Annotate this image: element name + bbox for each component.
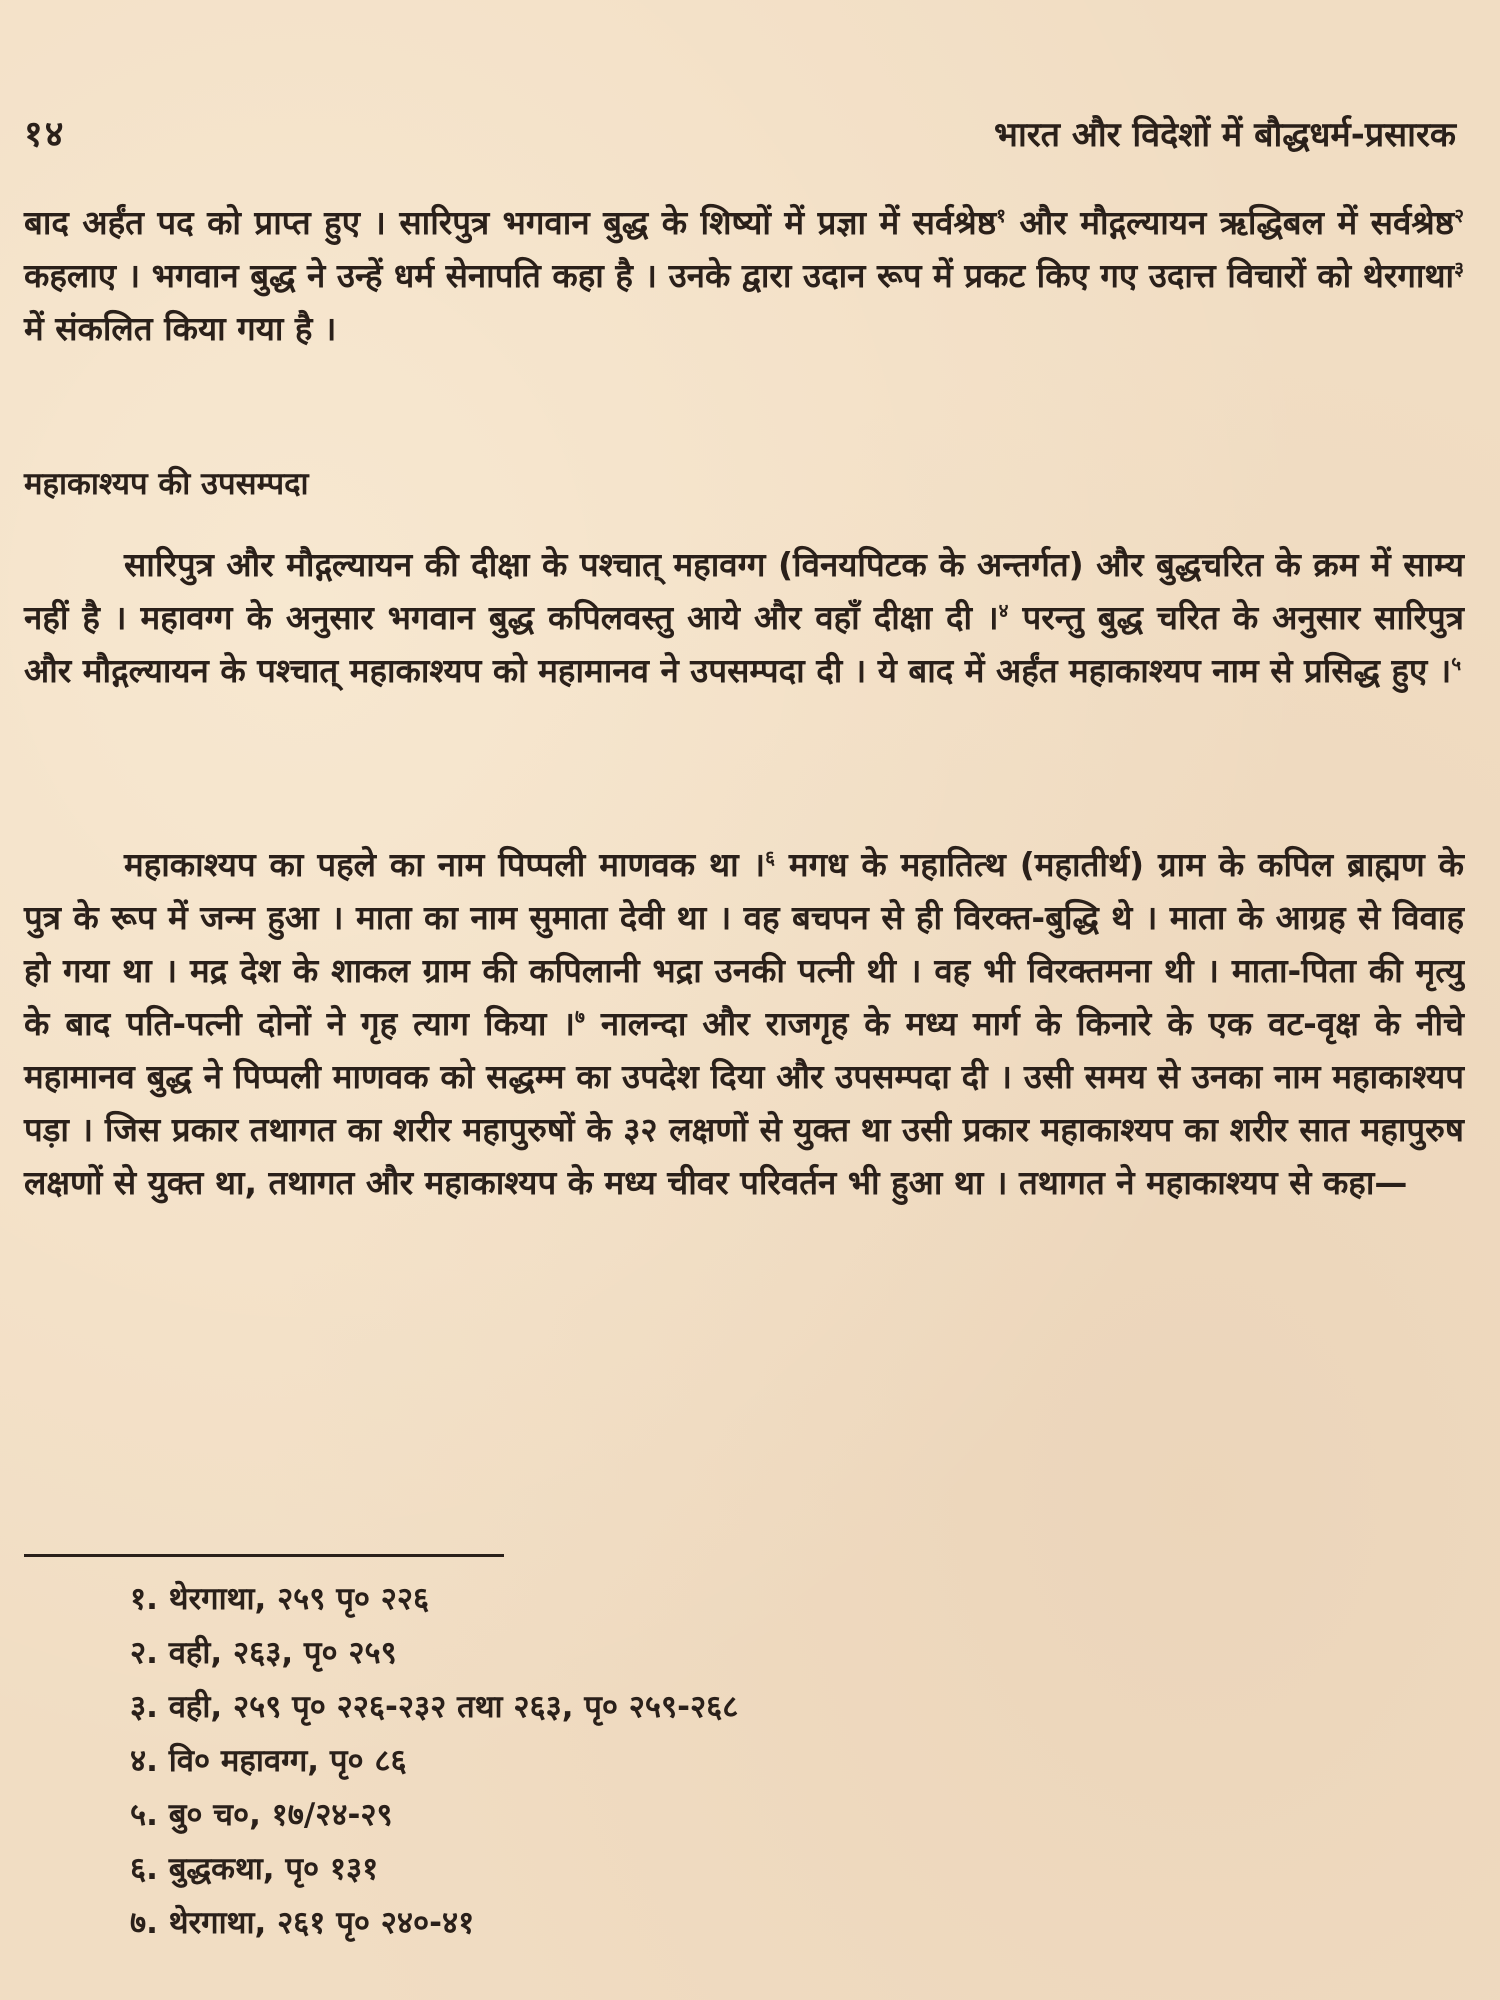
paragraph-1-text-b: और मौद्गल्यायन ऋद्धिबल में सर्वश्रेष्ठ: [1006, 203, 1455, 242]
footnote-ref-7: ७: [574, 1006, 585, 1028]
page-header: [24, 108, 1464, 160]
paragraph-3-text-c: नालन्दा और राजगृह के मध्य मार्ग के किनारे के एक वट-वृक्ष के नीचे महामानव बुद्ध ने पिप्पली माणवक को सद्धम्म का उपदेश दिया और उपसम्पदा दी । उसी समय से उनका नाम महाकाश्यप पड़ा । जिस प्रकार तथागत का शरीर महापुरुषों के ३२ लक्षणों से युक्त था उसी प्रकार महाकाश्यप का शरीर सात महापुरुष लक्षणों से युक्त था, तथागत और महाकाश्यप के मध्य चीवर परिवर्तन भी हुआ था । तथागत ने महाकाश्यप से कहा—: [24, 1004, 1464, 1202]
footnote-ref-2: २: [1454, 205, 1465, 227]
paragraph-3-text-a: महाकाश्यप का पहले का नाम पिप्पली माणवक था ।: [124, 845, 766, 884]
footnote-ref-3: ३: [1454, 258, 1464, 280]
running-title: भारत और विदेशों में बौद्धधर्म-प्रसारक: [994, 115, 1456, 155]
paragraph-1: [24, 196, 1464, 355]
footnote-item: ७. थेरगाथा, २६१ पृ० २४०-४१: [130, 1905, 475, 1941]
footnote-ref-6: ६: [765, 847, 775, 869]
footnote-item: १. थेरगाथा, २५९ पृ० २२६: [130, 1581, 430, 1617]
paragraph-1-text-c: कहलाए । भगवान बुद्ध ने उन्हें धर्म सेनापति कहा है । उनके द्वारा उदान रूप में प्रकट किए गए उदात्त विचारों को थेरगाथा: [24, 256, 1455, 295]
footnote-ref-5: ५: [1451, 653, 1462, 675]
footnote-item: २. वही, २६३, पृ० २५९: [130, 1635, 397, 1671]
paragraph-2-text-a: सारिपुत्र और मौद्गल्यायन की दीक्षा के पश्चात् महावग्ग (विनयपिटक के अन्तर्गत) और बुद्धचरित के क्रम में साम्य नहीं है । महावग्ग के अनुसार भगवान बुद्ध कपिलवस्तु आये और वहाँ दीक्षा दी ।: [24, 545, 1464, 637]
footnotes-list: [130, 1572, 1430, 1950]
footnote-item: ३. वही, २५९ पृ० २२६-२३२ तथा २६३, पृ० २५९-२६८: [130, 1689, 739, 1725]
footnote-ref-4: ४: [998, 600, 1009, 622]
paragraph-2-text-b: परन्तु बुद्ध चरित के अनुसार सारिपुत्र और मौद्गल्यायन के पश्चात् महाकाश्यप को महामानव ने उपसम्पदा दी । ये बाद में अर्हंत महाकाश्यप नाम से प्रसिद्ध हुए ।: [24, 598, 1464, 690]
paragraph-3-text-b: मगध के महातित्थ (महातीर्थ) ग्राम के कपिल ब्राह्मण के पुत्र के रूप में जन्म हुआ । माता का नाम सुमाता देवी था । वह बचपन से ही विरक्त-बुद्धि थे । माता के आग्रह से विवाह हो गया था । मद्र देश के शाकल ग्राम की कपिलानी भद्रा उनकी पत्नी थी । वह भी विरक्तमना थी । माता-पिता की मृत्यु के बाद पति-पत्नी दोनों ने गृह त्याग किया ।: [24, 845, 1464, 1043]
footnote-divider: [24, 1554, 504, 1557]
paragraph-2: [24, 538, 1464, 697]
footnote-item: ५. बु० च०, १७/२४-२९: [130, 1797, 393, 1833]
footnote-ref-1: १: [996, 205, 1007, 227]
section-heading: महाकाश्यप की उपसम्पदा: [24, 466, 309, 502]
footnote-item: ६. बुद्धकथा, पृ० १३१: [130, 1851, 379, 1887]
paragraph-1-text-a: बाद अर्हंत पद को प्राप्त हुए । सारिपुत्र भगवान बुद्ध के शिष्यों में प्रज्ञा में सर्वश्रेष्ठ: [24, 203, 997, 242]
footnote-item: ४. वि० महावग्ग, पृ० ८६: [130, 1743, 407, 1779]
paragraph-1-text-d: में संकलित किया गया है ।: [24, 309, 337, 348]
page-number: १४: [24, 114, 66, 155]
paragraph-3: [24, 838, 1464, 1209]
